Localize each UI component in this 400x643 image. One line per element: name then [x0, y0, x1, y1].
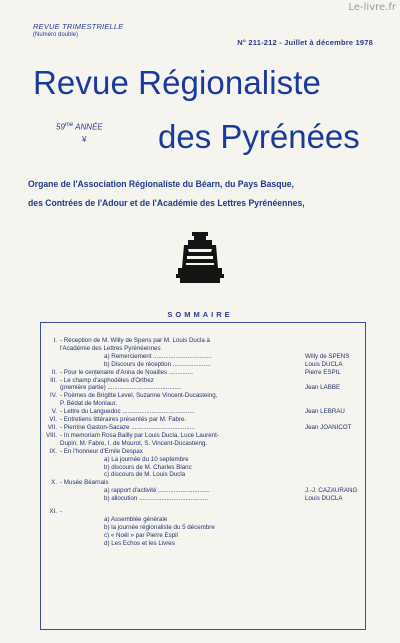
sommaire-heading: SOMMAIRE [167, 310, 233, 319]
toc-entry-author: Willy de SPENS [305, 352, 350, 360]
toc-entry-author [305, 532, 363, 540]
toc-entry [45, 369, 363, 377]
toc-entry-title: - Le champ d'asphodèles d'Orthez [60, 376, 154, 384]
toc-entry [45, 524, 363, 532]
year-label [56, 122, 103, 132]
toc-entry-author: Jean LEBRAU [305, 408, 345, 416]
toc-entry-number: II. [51, 368, 57, 376]
periodicity-block [33, 22, 124, 40]
toc-entry-number [45, 384, 60, 392]
organe-subtitle [28, 175, 380, 213]
toc-entry-title: b) discours de M. Charles Blanc [104, 463, 192, 471]
toc-entry-author [305, 416, 363, 424]
toc-entry-number: XI. [49, 508, 57, 516]
toc-entry [45, 487, 363, 495]
toc-entry-title: - In memoriam Rosa Bailly par Louis Ducla, Luce Laurent- [60, 431, 219, 439]
toc-entry-title: b) Discours de réception ...................... [104, 360, 211, 368]
toc-entry-author [305, 345, 363, 353]
toc-entry-title: a) La journée du 10 septembre [104, 455, 189, 463]
toc-entry-title: - Entretiens littéraires présentés par M. Fabre. [60, 416, 187, 424]
toc-entry-title: b) allocution ........................................ [104, 495, 208, 503]
toc-entry-author [305, 377, 363, 385]
toc-entry-title: c) « Noël » par Pierre Espil [104, 531, 178, 539]
toc-entry-number: X. [51, 479, 57, 487]
double-issue-label: (Numéro double) [33, 32, 79, 38]
toc-entry [45, 400, 363, 408]
toc-entry-author [305, 456, 363, 464]
toc-entry [45, 479, 363, 487]
title-line-2: des Pyrénées [158, 118, 360, 155]
toc-entry-author: Jean LABBE [305, 384, 341, 392]
toc-entry [45, 440, 363, 448]
toc-entry-title: (première partie) ........................................... [60, 384, 182, 392]
organe-line-2: des Contrées de l'Adour et de l'Académie des Lettres Pyrénéennes, [28, 198, 305, 209]
toc-entry-number [45, 464, 60, 472]
toc-entry-title: - Réception de M. Willy de Spens par M. Louis Ducla à [60, 337, 210, 344]
toc-entry-number: IX. [49, 447, 57, 455]
toc-entry-author [305, 448, 363, 456]
toc-entry [45, 353, 363, 361]
toc-entry [45, 448, 363, 456]
toc-entry-author [305, 440, 363, 448]
toc-entry [45, 408, 363, 416]
toc-entry-number: VI. [49, 416, 57, 424]
toc-entry [45, 508, 363, 516]
toc-entry-title: - Pierrine Gaston-Sacaze ..................................... [60, 423, 195, 431]
toc-entry-number [45, 516, 60, 524]
toc-entry-author [305, 479, 363, 487]
organe-line-1: Organe de l'Association Régionaliste du Béarn, du Pays Basque, [28, 179, 294, 190]
toc-entry-number [45, 540, 60, 548]
toc-entry [45, 377, 363, 385]
toc-entry [45, 432, 363, 440]
toc-entry-title: - Pour le centenaire d'Anna de Noailles .............. [60, 368, 193, 376]
toc-entry-number [45, 345, 60, 353]
toc-entry-author [305, 471, 363, 479]
toc-entry-title: d) Les Échos et les Livres [104, 539, 175, 547]
toc-entry [45, 532, 363, 540]
toc-entry-author [305, 524, 363, 532]
title-line-1: Revue Régionaliste [33, 64, 321, 101]
toc-entry-author: Jean JOANICOT [305, 423, 352, 431]
toc-entry-title: b) la journée régionaliste du 5 décembre [104, 523, 215, 531]
toc-entry-number [45, 524, 60, 532]
toc-entry-number [45, 487, 60, 495]
toc-entry-title: a) Assemblée générale [104, 515, 168, 523]
toc-entry-number [45, 532, 60, 540]
year-suffix: me [64, 122, 74, 128]
toc-entry [45, 495, 363, 503]
year-number: 59 [56, 122, 65, 132]
toc-entry-title: a) rapport d'activité .............................. [104, 487, 210, 495]
toc-entry-author [305, 516, 363, 524]
toc-entry-number [45, 353, 60, 361]
toc-entry-number: III. [50, 376, 57, 384]
toc-entry-author [305, 540, 363, 548]
toc-entry-author [305, 464, 363, 472]
toc-entry-title: P. Bédat de Monlaur. [60, 400, 117, 408]
toc-entry-number [45, 361, 60, 369]
watermark: Le-livre.fr [348, 2, 396, 13]
toc-entry-title: - Musée Béarnais [60, 479, 109, 487]
toc-entry-number: VII. [47, 423, 57, 431]
toc-entry [45, 540, 363, 548]
toc-entry [45, 456, 363, 464]
toc-entry-author: J.-J. CAZAURANG [305, 487, 358, 495]
toc-entry-title: a) Remerciement .................................. [104, 352, 212, 360]
toc-entry-title: l'Académie des Lettres Pyrénéennes [60, 344, 161, 352]
table-of-contents [45, 337, 363, 548]
toc-entry-author [305, 432, 363, 440]
toc-entry-author [305, 508, 363, 516]
toc-entry-title: Dupin, M. Fabre, I. de Mourot, S. Vincent-Ducasteing. [60, 439, 208, 447]
toc-entry [45, 345, 363, 353]
toc-entry [45, 424, 363, 432]
toc-entry-title: c) discours de M. Louis Ducla [104, 471, 186, 479]
year-word: ANNÉE [73, 122, 103, 132]
table-of-contents-box [40, 322, 366, 630]
toc-entry-title: - En l'honneur d'Emile Despax [60, 447, 143, 455]
toc-entry-number [45, 400, 60, 408]
toc-entry-number [45, 456, 60, 464]
toc-entry-title: - Poèmes de Brigitte Level, Suzanne Vincent-Ducasteing, [60, 392, 218, 400]
toc-entry-author: Louis DUCLA [305, 495, 343, 503]
issue-number: N° 211-212 - Juillet à décembre 1978 [237, 38, 373, 47]
toc-entry [45, 361, 363, 369]
toc-entry [45, 384, 363, 392]
toc-entry-number [45, 471, 60, 479]
toc-entry [45, 471, 363, 479]
toc-entry-title: - Lettre du Languedoc .......................................... [60, 408, 195, 416]
toc-entry [45, 337, 363, 345]
periodicity-label: REVUE TRIMESTRIELLE [33, 22, 124, 31]
toc-entry-number: VIII. [45, 431, 57, 439]
toc-entry-number [45, 495, 60, 503]
toc-entry [45, 392, 363, 400]
toc-entry-author [305, 392, 363, 400]
toc-entry-author: Louis DUCLA [305, 360, 343, 368]
toc-entry [45, 464, 363, 472]
toc-entry [45, 416, 363, 424]
ornament-mark: ¥ [82, 135, 87, 144]
toc-entry-title: - [60, 508, 63, 516]
toc-entry-author [305, 337, 363, 345]
toc-entry-number: IV. [50, 392, 57, 400]
toc-entry-number [45, 440, 60, 448]
toc-entry-number: V. [51, 408, 57, 416]
toc-entry [45, 516, 363, 524]
bell-emblem-icon [172, 230, 228, 286]
toc-entry-author [305, 400, 363, 408]
toc-entry-author: Pierre ESPIL [305, 368, 341, 376]
toc-entry-number: I. [53, 337, 57, 344]
